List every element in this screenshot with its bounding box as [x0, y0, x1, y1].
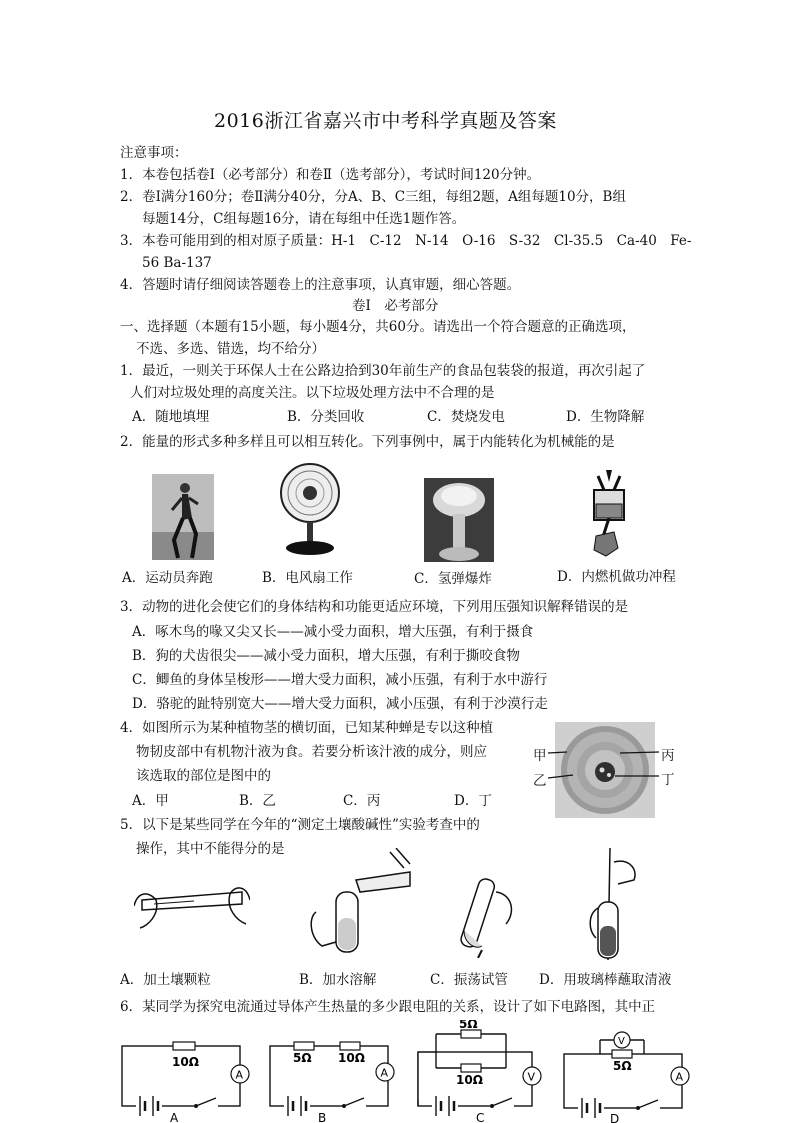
notice-item: 56 Ba-137 [142, 255, 212, 271]
circuit-d-meter2: A [675, 1070, 684, 1084]
circuit-c [414, 1020, 550, 1123]
h-bomb-explosion-image [424, 478, 494, 562]
circuit-b-r1: 5Ω [293, 1051, 312, 1065]
circuit-a-meter: A [235, 1068, 244, 1082]
q5-caption-c: C．振荡试管 [430, 972, 508, 988]
circuit-b-r2: 10Ω [338, 1051, 365, 1065]
q2-stem: 2．能量的形式多种多样且可以相互转化。下列事例中，属于内能转化为机械能的是 [120, 434, 615, 450]
circuit-b-letter: B [318, 1111, 327, 1123]
label-yi: 乙 [533, 773, 547, 789]
q1-option-c: C．焚烧发电 [427, 409, 505, 425]
circuit-a-r1: 10Ω [172, 1055, 199, 1069]
q3-option-b: B．狗的犬齿很尖——减小受力面积，增大压强，有利于撕咬食物 [132, 648, 520, 664]
q6-stem: 6．某同学为探究电流通过导体产生热量的多少跟电阻的关系，设计了如下电路图，其中正 [120, 999, 656, 1015]
q4-option-b: B．乙 [239, 793, 276, 809]
glass-rod-illustration [584, 848, 644, 964]
engine-stroke-diagram [584, 470, 634, 562]
circuit-d-letter: D [610, 1112, 620, 1123]
notice-item: 1．本卷包括卷Ⅰ（必考部分）和卷Ⅱ（选考部分），考试时间120分钟。 [120, 167, 541, 183]
notice-item: 4．答题时请仔细阅读答题卷上的注意事项，认真审题，细心答题。 [120, 277, 521, 293]
electric-fan-image [277, 462, 343, 558]
q1-option-a: A．随地填埋 [132, 409, 210, 425]
q2-caption-b: B．电风扇工作 [262, 570, 353, 586]
q4-stem: 该选取的部位是图中的 [136, 768, 271, 784]
shake-tube-illustration [456, 872, 518, 958]
page-title: 2016浙江省嘉兴市中考科学真题及答案 [214, 110, 557, 132]
q4-stem: 物韧皮部中有机物汁液为食。若要分析该汁液的成分，则应 [136, 744, 487, 760]
label-jia: 甲 [533, 748, 547, 764]
notice-item: 3．本卷可能用到的相对原子质量：H-1 C-12 N-14 O-16 S-32 Cl-35.5 Ca-40 Fe- [120, 233, 692, 249]
circuit-c-r2: 10Ω [456, 1073, 483, 1087]
label-bing: 丙 [661, 748, 675, 764]
section-title: 卷Ⅰ 必考部分 [352, 298, 439, 314]
q4-option-d: D．丁 [454, 793, 492, 809]
q3-option-c: C．鲫鱼的身体呈梭形——增大受力面积，减小压强，有利于水中游行 [132, 672, 548, 688]
q5-stem: 操作，其中不能得分的是 [136, 841, 285, 857]
add-soil-illustration [134, 870, 250, 940]
circuit-d-r1: 5Ω [613, 1059, 632, 1073]
q5-caption-a: A．加土壤颗粒 [120, 972, 211, 988]
circuit-a [118, 1022, 254, 1123]
q3-option-d: D．骆驼的趾特别宽大——增大受力面积，减小压强，有利于沙漠行走 [132, 696, 548, 712]
q5-caption-d: D．用玻璃棒蘸取清液 [539, 972, 672, 988]
q5-stem: 5．以下是某些同学在今年的“测定土壤酸碱性”实验考查中的 [120, 817, 480, 833]
circuit-d-meter: V [618, 1036, 625, 1047]
runner-photo [152, 474, 214, 560]
label-ding: 丁 [661, 772, 675, 788]
q1-option-d: D．生物降解 [566, 409, 645, 425]
q1-stem: 人们对垃圾处理的高度关注。以下垃圾处理方法中不合理的是 [130, 385, 495, 401]
section-intro: 一、选择题（本题有15小题，每小题4分，共60分。请选出一个符合题意的正确选项， [120, 319, 636, 335]
circuit-b [266, 1022, 402, 1123]
circuit-c-letter: C [476, 1111, 485, 1123]
add-water-illustration [306, 848, 414, 960]
q2-caption-c: C．氢弹爆炸 [414, 571, 492, 587]
q3-stem: 3．动物的进化会使它们的身体结构和功能更适应环境，下列用压强知识解释错误的是 [120, 599, 629, 615]
notice-heading: 注意事项： [120, 145, 188, 161]
stem-label-pointers [545, 740, 663, 790]
q4-stem: 4．如图所示为某种植物茎的横切面，已知某种蝉是专以这种植 [120, 720, 494, 736]
q5-caption-b: B．加水溶解 [299, 972, 377, 988]
q1-stem: 1．最近，一则关于环保人士在公路边拾到30年前生产的食品包装袋的报道，再次引起了 [120, 363, 646, 379]
q2-caption-a: A．运动员奔跑 [122, 570, 213, 586]
q4-option-c: C．丙 [343, 793, 381, 809]
circuit-c-r1: 5Ω [459, 1020, 478, 1031]
q1-option-b: B．分类回收 [287, 409, 365, 425]
circuit-a-letter: A [170, 1111, 179, 1123]
q3-option-a: A．啄木鸟的喙又尖又长——减小受力面积，增大压强，有利于摄食 [132, 624, 534, 640]
circuit-d [560, 1026, 696, 1123]
notice-item: 2．卷Ⅰ满分160分；卷Ⅱ满分40分，分A、B、C三组，每组2题，A组每题10分，B组 [120, 189, 626, 205]
q4-option-a: A．甲 [132, 793, 169, 809]
circuit-c-meter: V [527, 1070, 536, 1084]
section-intro: 不选、多选、错选，均不给分） [136, 341, 325, 357]
q2-caption-d: D．内燃机做功冲程 [557, 569, 676, 585]
notice-item: 每题14分，C组每题16分，请在每组中任选1题作答。 [142, 211, 466, 227]
circuit-b-meter: A [380, 1066, 389, 1080]
